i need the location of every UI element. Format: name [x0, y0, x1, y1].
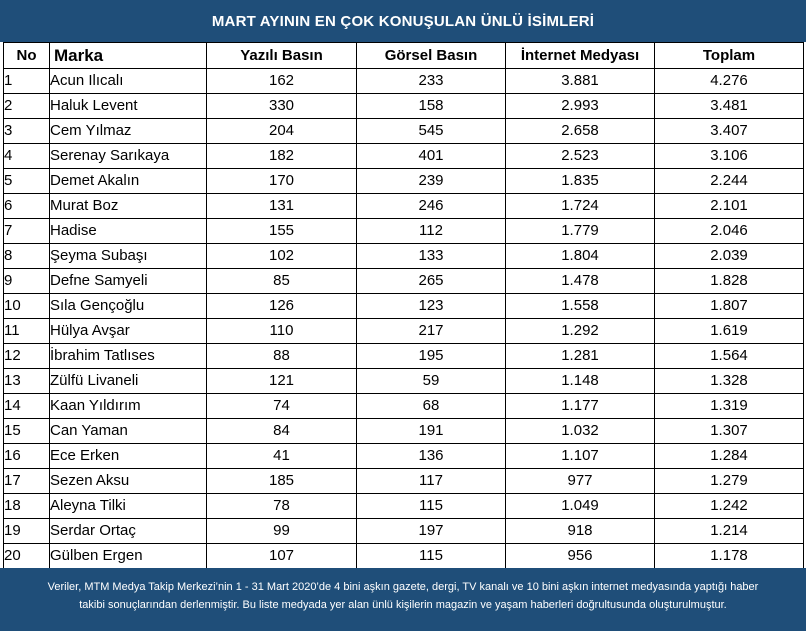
cell-no: 9: [4, 269, 50, 294]
cell-no: 19: [4, 519, 50, 544]
cell-internet-medyasi: 1.281: [506, 344, 655, 369]
cell-name: Aleyna Tilki: [50, 494, 207, 519]
cell-no: 12: [4, 344, 50, 369]
cell-no: 10: [4, 294, 50, 319]
cell-toplam: 1.319: [655, 394, 804, 419]
cell-internet-medyasi: 1.032: [506, 419, 655, 444]
cell-internet-medyasi: 1.148: [506, 369, 655, 394]
cell-toplam: 2.244: [655, 169, 804, 194]
table-row: [4, 119, 804, 144]
cell-yazili-basin: 110: [207, 319, 357, 344]
cell-toplam: 1.214: [655, 519, 804, 544]
source-note-line-2: takibi sonuçlarından derlenmiştir. Bu liste medyada yer alan ünlü kişilerin magazin ve yaşam haberleri doğrultusunda oluşturulmuştur.: [79, 599, 727, 611]
column-header-yazili-basin: Yazılı Basın: [207, 43, 357, 69]
cell-internet-medyasi: 1.779: [506, 219, 655, 244]
cell-gorsel-basin: 217: [357, 319, 506, 344]
source-note: [0, 568, 806, 631]
cell-yazili-basin: 85: [207, 269, 357, 294]
cell-yazili-basin: 88: [207, 344, 357, 369]
cell-yazili-basin: 182: [207, 144, 357, 169]
table-row: [4, 444, 804, 469]
cell-internet-medyasi: 918: [506, 519, 655, 544]
cell-no: 6: [4, 194, 50, 219]
page-title: MART AYININ EN ÇOK KONUŞULAN ÜNLÜ İSİMLERİ: [0, 0, 806, 42]
table-row: [4, 394, 804, 419]
cell-toplam: 3.481: [655, 94, 804, 119]
cell-internet-medyasi: 1.835: [506, 169, 655, 194]
cell-name: Ece Erken: [50, 444, 207, 469]
cell-gorsel-basin: 401: [357, 144, 506, 169]
cell-name: Haluk Levent: [50, 94, 207, 119]
cell-toplam: 1.279: [655, 469, 804, 494]
cell-yazili-basin: 155: [207, 219, 357, 244]
cell-gorsel-basin: 545: [357, 119, 506, 144]
cell-gorsel-basin: 115: [357, 544, 506, 569]
cell-gorsel-basin: 59: [357, 369, 506, 394]
cell-internet-medyasi: 1.107: [506, 444, 655, 469]
cell-yazili-basin: 330: [207, 94, 357, 119]
cell-yazili-basin: 102: [207, 244, 357, 269]
cell-toplam: 1.619: [655, 319, 804, 344]
cell-no: 11: [4, 319, 50, 344]
cell-gorsel-basin: 191: [357, 419, 506, 444]
cell-gorsel-basin: 123: [357, 294, 506, 319]
cell-internet-medyasi: 2.993: [506, 94, 655, 119]
cell-toplam: 1.564: [655, 344, 804, 369]
table-row: [4, 319, 804, 344]
table-row: [4, 169, 804, 194]
cell-name: Serenay Sarıkaya: [50, 144, 207, 169]
table-row: [4, 494, 804, 519]
cell-name: Sıla Gençoğlu: [50, 294, 207, 319]
cell-no: 20: [4, 544, 50, 569]
cell-name: Hadise: [50, 219, 207, 244]
cell-no: 8: [4, 244, 50, 269]
cell-yazili-basin: 121: [207, 369, 357, 394]
cell-toplam: 3.407: [655, 119, 804, 144]
cell-no: 7: [4, 219, 50, 244]
source-note-line-1: Veriler, MTM Medya Takip Merkezi’nin 1 - 31 Mart 2020’de 4 bini aşkın gazete, dergi, TV kanalı ve 10 bini aşkın internet medyasında yaptığı haber: [47, 581, 759, 593]
cell-gorsel-basin: 265: [357, 269, 506, 294]
cell-gorsel-basin: 68: [357, 394, 506, 419]
table-row: [4, 369, 804, 394]
cell-internet-medyasi: 956: [506, 544, 655, 569]
cell-toplam: 2.046: [655, 219, 804, 244]
cell-toplam: 1.307: [655, 419, 804, 444]
cell-internet-medyasi: 1.478: [506, 269, 655, 294]
cell-internet-medyasi: 1.804: [506, 244, 655, 269]
cell-name: Gülben Ergen: [50, 544, 207, 569]
cell-no: 2: [4, 94, 50, 119]
cell-yazili-basin: 162: [207, 69, 357, 94]
table-row: [4, 544, 804, 569]
table-row: [4, 344, 804, 369]
cell-toplam: 1.328: [655, 369, 804, 394]
table-row: [4, 269, 804, 294]
cell-toplam: 1.807: [655, 294, 804, 319]
column-header-marka: Marka: [50, 43, 207, 69]
table-row: [4, 419, 804, 444]
cell-name: Murat Boz: [50, 194, 207, 219]
table-row: [4, 194, 804, 219]
cell-yazili-basin: 131: [207, 194, 357, 219]
cell-name: İbrahim Tatlıses: [50, 344, 207, 369]
cell-internet-medyasi: 1.177: [506, 394, 655, 419]
column-header-internet-medyasi: İnternet Medyası: [506, 43, 655, 69]
cell-gorsel-basin: 158: [357, 94, 506, 119]
cell-name: Şeyma Subaşı: [50, 244, 207, 269]
cell-gorsel-basin: 133: [357, 244, 506, 269]
cell-no: 16: [4, 444, 50, 469]
cell-no: 14: [4, 394, 50, 419]
cell-yazili-basin: 107: [207, 544, 357, 569]
cell-no: 18: [4, 494, 50, 519]
celebrity-ranking-table: [3, 42, 804, 569]
table-row: [4, 244, 804, 269]
cell-name: Hülya Avşar: [50, 319, 207, 344]
cell-no: 5: [4, 169, 50, 194]
cell-toplam: 1.178: [655, 544, 804, 569]
cell-name: Acun Ilıcalı: [50, 69, 207, 94]
cell-yazili-basin: 41: [207, 444, 357, 469]
cell-no: 13: [4, 369, 50, 394]
cell-gorsel-basin: 115: [357, 494, 506, 519]
column-header-gorsel-basin: Görsel Basın: [357, 43, 506, 69]
cell-toplam: 2.039: [655, 244, 804, 269]
cell-internet-medyasi: 1.724: [506, 194, 655, 219]
cell-yazili-basin: 74: [207, 394, 357, 419]
cell-toplam: 2.101: [655, 194, 804, 219]
cell-no: 15: [4, 419, 50, 444]
cell-gorsel-basin: 117: [357, 469, 506, 494]
cell-yazili-basin: 84: [207, 419, 357, 444]
cell-name: Cem Yılmaz: [50, 119, 207, 144]
cell-toplam: 3.106: [655, 144, 804, 169]
cell-gorsel-basin: 246: [357, 194, 506, 219]
cell-gorsel-basin: 195: [357, 344, 506, 369]
table-row: [4, 469, 804, 494]
cell-name: Serdar Ortaç: [50, 519, 207, 544]
cell-no: 17: [4, 469, 50, 494]
cell-internet-medyasi: 2.523: [506, 144, 655, 169]
cell-no: 1: [4, 69, 50, 94]
cell-name: Can Yaman: [50, 419, 207, 444]
cell-yazili-basin: 170: [207, 169, 357, 194]
table-row: [4, 69, 804, 94]
cell-toplam: 1.828: [655, 269, 804, 294]
column-header-no: No: [4, 43, 50, 69]
cell-internet-medyasi: 1.558: [506, 294, 655, 319]
cell-name: Defne Samyeli: [50, 269, 207, 294]
cell-toplam: 1.242: [655, 494, 804, 519]
cell-yazili-basin: 99: [207, 519, 357, 544]
table-row: [4, 519, 804, 544]
cell-no: 3: [4, 119, 50, 144]
table-row: [4, 219, 804, 244]
cell-gorsel-basin: 239: [357, 169, 506, 194]
table-row: [4, 144, 804, 169]
cell-gorsel-basin: 197: [357, 519, 506, 544]
cell-yazili-basin: 185: [207, 469, 357, 494]
cell-yazili-basin: 126: [207, 294, 357, 319]
cell-name: Zülfü Livaneli: [50, 369, 207, 394]
cell-internet-medyasi: 977: [506, 469, 655, 494]
cell-internet-medyasi: 1.292: [506, 319, 655, 344]
cell-gorsel-basin: 233: [357, 69, 506, 94]
cell-toplam: 1.284: [655, 444, 804, 469]
cell-internet-medyasi: 1.049: [506, 494, 655, 519]
cell-name: Demet Akalın: [50, 169, 207, 194]
cell-yazili-basin: 204: [207, 119, 357, 144]
cell-internet-medyasi: 2.658: [506, 119, 655, 144]
cell-name: Kaan Yıldırım: [50, 394, 207, 419]
cell-no: 4: [4, 144, 50, 169]
table-header-row: [4, 43, 804, 69]
table-body: [4, 69, 804, 569]
cell-gorsel-basin: 112: [357, 219, 506, 244]
cell-internet-medyasi: 3.881: [506, 69, 655, 94]
cell-toplam: 4.276: [655, 69, 804, 94]
column-header-toplam: Toplam: [655, 43, 804, 69]
table-row: [4, 94, 804, 119]
cell-name: Sezen Aksu: [50, 469, 207, 494]
cell-gorsel-basin: 136: [357, 444, 506, 469]
cell-yazili-basin: 78: [207, 494, 357, 519]
table-row: [4, 294, 804, 319]
